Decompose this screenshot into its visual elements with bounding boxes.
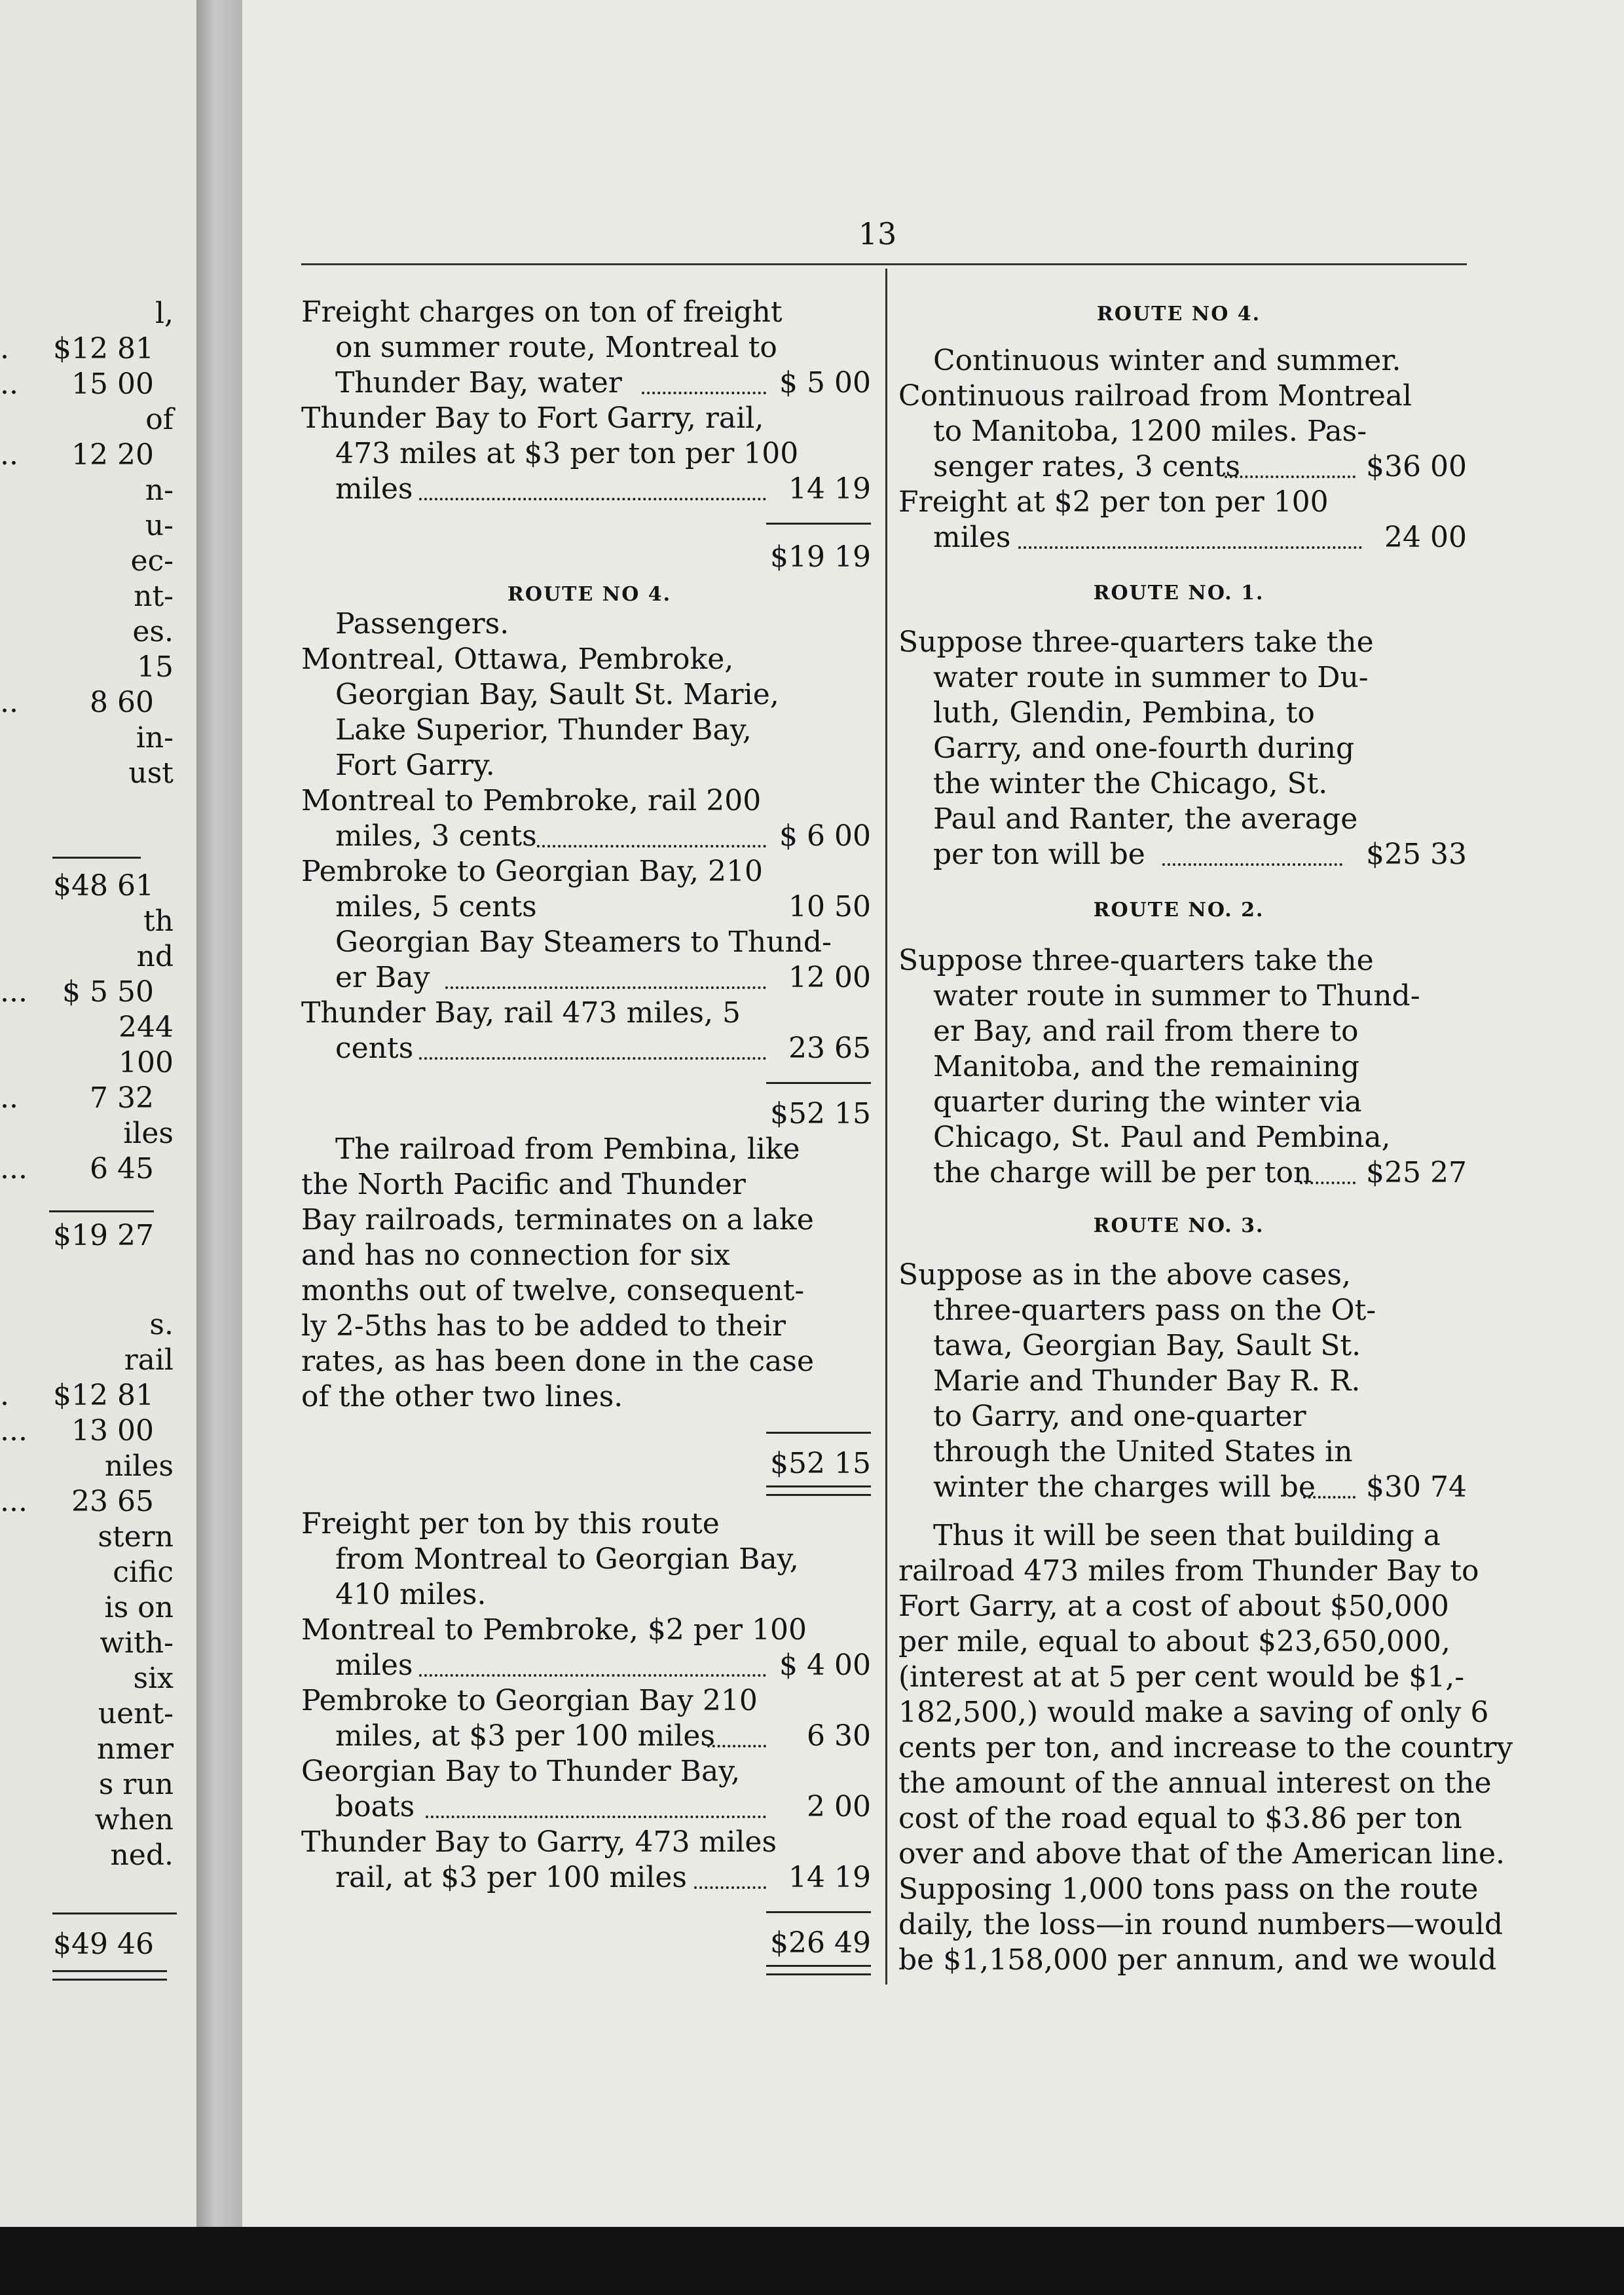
text-line: three-quarters pass on the Ot- [933,1294,1376,1327]
text-line: er Bay [335,961,430,994]
section-heading: ROUTE NO 4. [1096,303,1261,326]
fragment-left: nd [136,940,174,973]
amount: 6 30 [807,1719,871,1753]
text-line: miles, 3 cents [335,819,537,853]
text-line: Garry, and one-fourth during [933,732,1355,765]
text-line: Freight charges on ton of freight [301,295,783,329]
leader-dots [642,392,766,394]
text-line: miles, at $3 per 100 miles [335,1719,716,1753]
text-line: Manitoba, and the remaining [933,1050,1360,1083]
text-line: of the other two lines. [301,1380,623,1413]
text-line: Fort Garry, at a cost of about $50,000 [898,1590,1449,1623]
amount: 14 19 [788,472,871,506]
fragment-left: iles [123,1117,174,1150]
text-line: quarter during the winter via [933,1085,1362,1119]
fragment-amount: $48 61 [53,869,154,903]
amount: 12 00 [788,961,871,994]
fragment-left: ec- [130,544,174,578]
text-line: Paul and Ranter, the average [933,802,1358,836]
left-sum-rule [52,857,141,859]
fragment-amount: $ 5 50 [62,975,154,1009]
fragment-amount: $19 27 [53,1219,154,1252]
amount: $ 4 00 [779,1649,871,1682]
amount: 23 65 [788,1032,871,1065]
fragment-left: th [143,905,174,938]
fragment-left: is on [104,1591,174,1624]
amount: $36 00 [1366,450,1467,483]
text-line: Georgian Bay Steamers to Thund- [335,925,832,959]
total: $52 15 [770,1097,871,1130]
fragment-left: ... [0,1152,28,1185]
text-line: to Garry, and one-quarter [933,1400,1306,1433]
text-line: Thunder Bay, water [335,366,622,400]
text-line: miles [335,472,413,506]
fragment-left: n- [145,474,174,507]
fragment-left: ust [128,756,174,790]
text-line: cents per ton, and increase to the country [898,1731,1513,1764]
amount: 24 00 [1384,521,1467,554]
fragment-left: .. [0,438,18,472]
text-line: Pembroke to Georgian Bay, 210 [301,855,763,888]
section-heading: ROUTE NO. 3. [1093,1214,1264,1237]
fragment-left: .. [0,367,18,401]
text-line: water route in summer to Thund- [933,979,1420,1013]
text-line: Bay railroads, terminates on a lake [301,1203,814,1237]
text-line: (interest at at 5 per cent would be $1,- [898,1660,1465,1694]
text-line: and has no connection for six [301,1239,730,1272]
text-line: railroad 473 miles from Thunder Bay to [898,1554,1479,1588]
text-line: senger rates, 3 cents [933,450,1240,483]
double-rule [766,1965,871,1975]
leader-dots [1162,863,1342,866]
section-heading: ROUTE NO. 2. [1093,899,1264,922]
fragment-left: uent- [98,1697,174,1730]
fragment-left: 100 [119,1046,174,1079]
text-line: per ton will be [933,838,1145,871]
fragment-amount: $12 81 [53,1379,154,1412]
leader-dots [707,1745,766,1747]
fragment-left: .. [0,686,18,719]
text-line: Passengers. [335,607,509,641]
fragment-amount: 15 00 [71,367,154,401]
section-heading: ROUTE NO 4. [507,583,672,606]
text-line: Suppose three-quarters take the [898,944,1374,977]
text-line: through the United States in [933,1435,1353,1468]
text-line: Georgian Bay, Sault St. Marie, [335,678,779,711]
text-line: er Bay, and rail from there to [933,1015,1359,1048]
sum-rule [766,1432,871,1434]
section-heading: ROUTE NO. 1. [1093,582,1264,605]
text-line: luth, Glendin, Pembina, to [933,696,1315,730]
leader-dots [426,1816,766,1818]
fragment-left: of [145,403,174,436]
sum-rule [766,1911,871,1913]
text-line: miles [933,521,1011,554]
left-sum-rule [52,1912,177,1914]
double-rule [766,1485,871,1496]
page-number: 13 [858,216,897,252]
fragment-left: l, [155,297,174,330]
sum-rule [766,1082,871,1084]
text-line: be $1,158,000 per annum, and we would [898,1943,1497,1977]
fragment-left: nt- [134,580,174,613]
text-line: Georgian Bay to Thunder Bay, [301,1755,741,1788]
fragment-left: .. [0,1081,18,1115]
text-line: Chicago, St. Paul and Pembina, [933,1121,1391,1154]
text-line: from Montreal to Georgian Bay, [335,1542,799,1576]
fragment-amount: 6 45 [90,1152,154,1185]
text-line: 473 miles at $3 per ton per 100 [335,437,799,470]
text-line: 182,500,) would make a saving of only 6 [898,1696,1489,1729]
text-line: the charge will be per ton [933,1156,1312,1189]
text-line: cost of the road equal to $3.86 per ton [898,1802,1462,1835]
text-line: Montreal to Pembroke, $2 per 100 [301,1613,807,1647]
amount: $ 5 00 [779,366,871,400]
fragment-left: rail [124,1343,174,1377]
leader-dots [419,1057,766,1060]
fragment-left: cific [113,1556,174,1589]
leader-dots [419,498,766,500]
fragment-left: with- [100,1626,174,1660]
text-line: Suppose three-quarters take the [898,625,1374,659]
fragment-left: when [94,1803,174,1837]
text-line: per mile, equal to about $23,650,000, [898,1625,1450,1658]
amount: 2 00 [807,1790,871,1823]
text-line: Thunder Bay to Fort Garry, rail, [301,401,764,435]
text-line: Supposing 1,000 tons pass on the route [898,1873,1479,1906]
text-line: Thunder Bay, rail 473 miles, 5 [301,996,741,1030]
text-line: The railroad from Pembina, like [335,1132,800,1166]
text-line: on summer route, Montreal to [335,331,777,364]
text-line: winter the charges will be [933,1470,1316,1504]
fragment-amount: 23 65 [71,1485,154,1518]
text-line: the North Pacific and Thunder [301,1168,746,1201]
text-line: Montreal to Pembroke, rail 200 [301,784,762,817]
leader-dots [694,1886,766,1889]
amount: $30 74 [1366,1470,1467,1504]
fragment-amount: 8 60 [90,686,154,719]
text-line: boats [335,1790,415,1823]
text-line: ly 2-5ths has to be added to their [301,1309,786,1343]
text-line: the winter the Chicago, St. [933,767,1328,800]
leader-dots [1303,1496,1356,1499]
fragment-amount: 13 00 [71,1414,154,1447]
fragment-left: niles [104,1449,174,1483]
fragment-left: ... [0,1485,28,1518]
leader-dots [445,986,766,989]
text-line: Freight at $2 per ton per 100 [898,485,1329,519]
book-gutter [196,0,242,2227]
text-line: rail, at $3 per 100 miles [335,1861,687,1894]
text-line: miles, 5 cents [335,890,537,924]
leader-dots [1225,476,1356,478]
fragment-left: s run [98,1768,174,1801]
fragment-amount: 7 32 [90,1081,154,1115]
leader-dots [419,1674,766,1677]
fragment-left: es. [132,615,174,648]
fragment-left: 15 [137,650,174,684]
text-line: Continuous winter and summer. [933,344,1401,377]
fragment-left: stern [98,1520,174,1554]
fragment-left: s. [149,1308,174,1341]
fragment-left: ... [0,975,28,1009]
fragment-left: . [0,1379,9,1412]
amount: 10 50 [788,890,871,924]
text-line: Fort Garry. [335,749,495,782]
text-line: Marie and Thunder Bay R. R. [933,1364,1361,1398]
text-line: tawa, Georgian Bay, Sault St. [933,1329,1361,1362]
text-line: Continuous railroad from Montreal [898,379,1412,413]
fragment-amount: $49 46 [53,1928,154,1961]
text-line: 410 miles. [335,1578,487,1611]
amount: $25 27 [1366,1156,1467,1189]
text-line: cents [335,1032,414,1065]
fragment-left: 244 [119,1011,174,1044]
fragment-left: ... [0,1414,28,1447]
fragment-left: ned. [110,1838,174,1872]
leader-dots [1300,1182,1356,1184]
text-line: Pembroke to Georgian Bay 210 [301,1684,758,1717]
text-line: the amount of the annual interest on the [898,1766,1492,1800]
text-line: daily, the loss—in round numbers—would [898,1908,1503,1941]
fragment-amount: $12 81 [53,332,154,365]
text-line: miles [335,1649,413,1682]
scan-border [0,2227,1624,2295]
total: $26 49 [770,1926,871,1960]
left-double-rule [52,1970,167,1981]
text-line: Freight per ton by this route [301,1507,720,1540]
text-line: to Manitoba, 1200 miles. Pas- [933,415,1367,448]
amount: $25 33 [1366,838,1467,871]
fragment-left: . [0,332,9,365]
column-rule [885,269,887,1985]
leader-dots [537,845,766,848]
text-line: water route in summer to Du- [933,661,1369,694]
text-line: Montreal, Ottawa, Pembroke, [301,643,734,676]
amount: $ 6 00 [779,819,871,853]
text-line: Thunder Bay to Garry, 473 miles [301,1825,777,1859]
left-sum-rule [49,1210,154,1212]
fragment-left: nmer [96,1732,174,1766]
fragment-left: in- [136,721,174,755]
text-line: months out of twelve, consequent- [301,1274,805,1307]
sum-rule [766,523,871,525]
total: $52 15 [770,1447,871,1480]
text-line: rates, as has been done in the case [301,1345,814,1378]
leader-dots [1018,546,1362,549]
text-line: over and above that of the American line. [898,1837,1505,1871]
fragment-left: six [133,1662,174,1695]
amount: 14 19 [788,1861,871,1894]
header-rule [301,263,1467,265]
total: $19 19 [770,540,871,574]
text-line: Thus it will be seen that building a [933,1519,1441,1552]
fragment-amount: 12 20 [71,438,154,472]
text-line: Lake Superior, Thunder Bay, [335,713,752,747]
fragment-left: u- [145,509,174,542]
text-line: Suppose as in the above cases, [898,1258,1351,1292]
